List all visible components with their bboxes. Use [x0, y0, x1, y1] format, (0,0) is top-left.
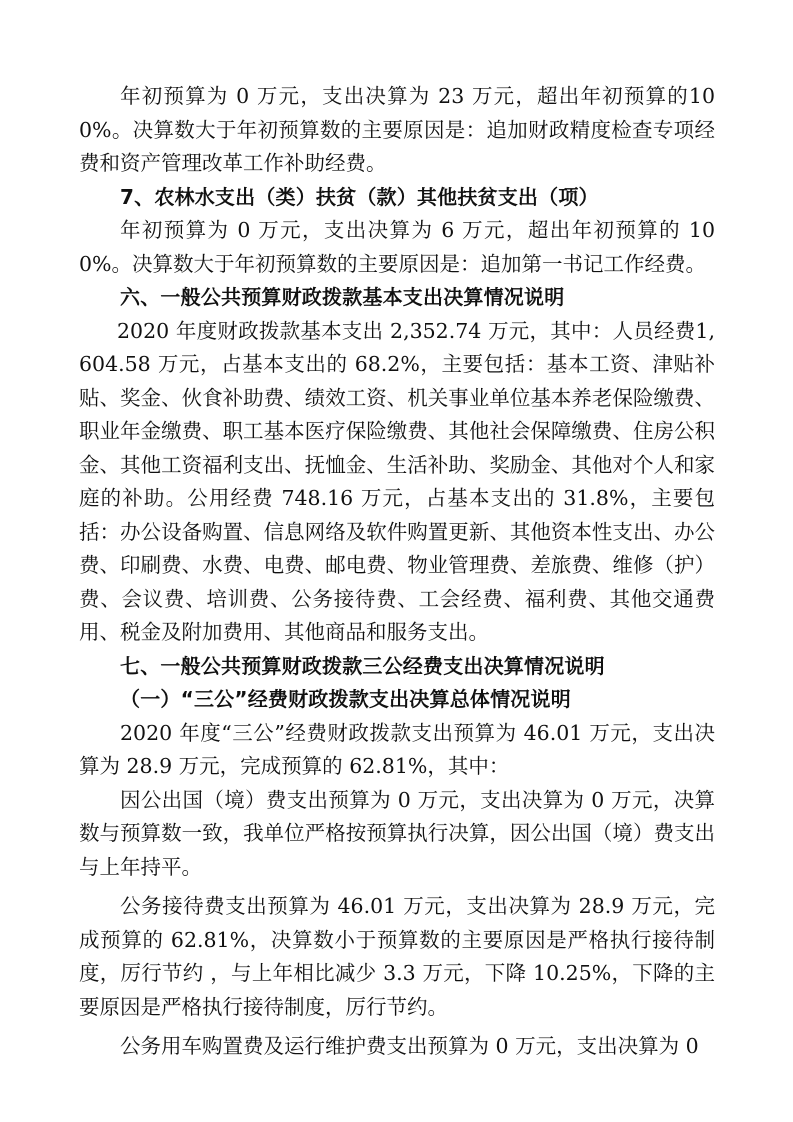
heading-three-public-overall: （一）“三公”经费财政拨款支出决算总体情况说明: [120, 687, 571, 711]
paragraph-general-affairs-budget: 年初预算为 0 万元，支出决算为 23 万元，超出年初预算的100%。决算数大于年初预算数的主要原因是：追加财政精度检查专项经费和资产管理改革工作补助经费。: [79, 84, 715, 175]
paragraph-basic-expenditure: 2020 年度财政拨款基本支出 2,352.74 万元，其中：人员经费1,604.58 万元，占基本支出的 68.2%，主要包括：基本工资、津贴补贴、奖金、伙食补助费、绩效工资、机关事业单位基本养老保险缴费、职业年金缴费、职工基本医疗保险缴费、其他社会保障缴费、住房公积金、其他工资福利支出、抚恤金、生活补助、奖励金、其他对个人和家庭的补助。公用经费 748.16 万元，占基本支出的 31.8%，主要包括：办公设备购置、信息网络及软件购置更新、其他资本性支出、办公费、印刷费、水费、电费、邮电费、物业管理费、差旅费、维修（护）费、会议费、培训费、公务接待费、工会经费、福利费、其他交通费用、税金及附加费用、其他商品和服务支出。: [79, 318, 715, 644]
heading-basic-expenditure: 六、一般公共预算财政拨款基本支出决算情况说明: [120, 285, 565, 309]
heading-agriculture-poverty-expenditure: 7、农林水支出（类）扶贫（款）其他扶贫支出（项）: [120, 184, 599, 209]
paragraph-overseas-travel: 因公出国（境）费支出预算为 0 万元，支出决算为 0 万元，决算数与预算数一致，我单位严格按预算执行决算，因公出国（境）费支出与上年持平。: [79, 787, 715, 879]
paragraph-poverty-budget: 年初预算为 0 万元，支出决算为 6 万元，超出年初预算的 100%。决算数大于年初预算数的主要原因是：追加第一书记工作经费。: [79, 218, 715, 276]
document-page: [79, 80, 715, 1064]
heading-three-public-expenditure: 七、一般公共预算财政拨款三公经费支出决算情况说明: [120, 653, 605, 678]
paragraph-official-vehicles: 公务用车购置费及运行维护费支出预算为 0 万元，支出决算为 0: [120, 1034, 699, 1058]
paragraph-three-public-summary: 2020 年度“三公”经费财政拨款支出预算为 46.01 万元，支出决算为 28.9 万元，完成预算的 62.81%，其中：: [79, 720, 715, 778]
paragraph-official-reception: 公务接待费支出预算为 46.01 万元，支出决算为 28.9 万元，完成预算的 62.81%，决算数小于预算数的主要原因是严格执行接待制度，厉行节约 ，与上年相比减少 3.3 万元，下降 10.25%，下降的主要原因是严格执行接待制度，厉行节约。: [79, 894, 715, 1019]
